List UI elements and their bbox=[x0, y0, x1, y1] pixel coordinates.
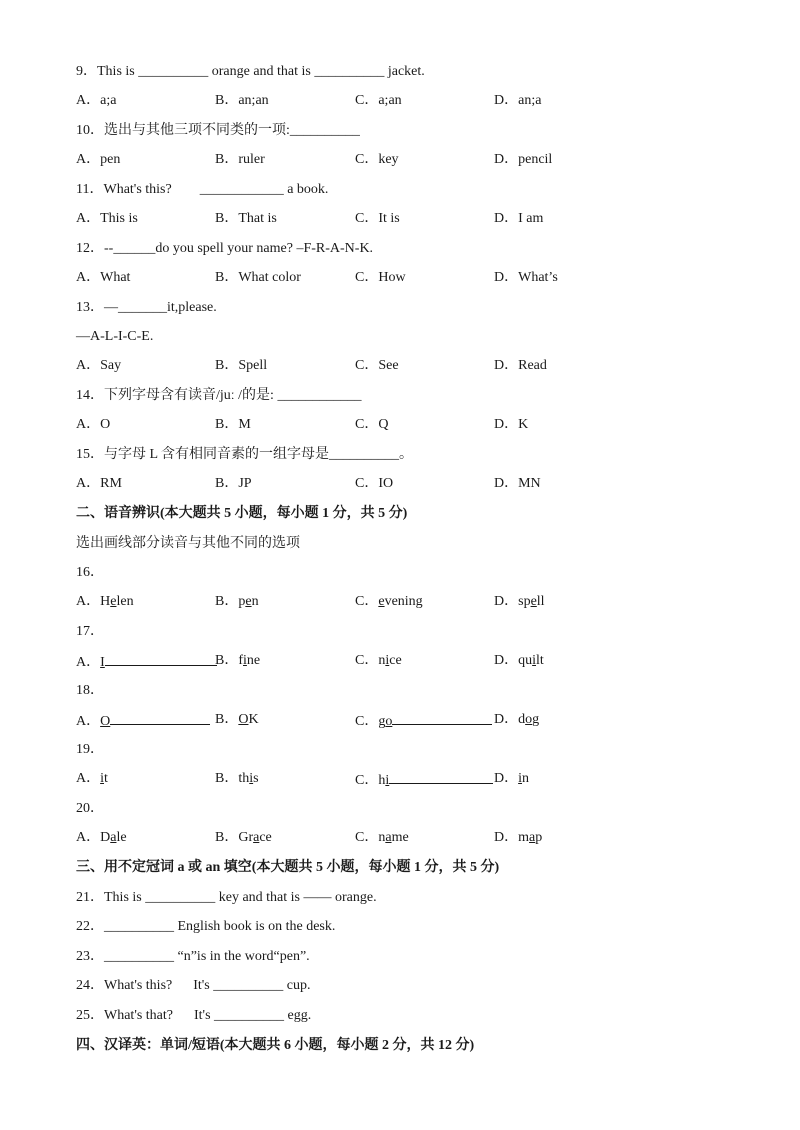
question-13-options bbox=[76, 358, 716, 374]
option-b[interactable]: B．fine bbox=[215, 653, 261, 668]
question-21: 21．This is __________ key and that is —— orange. bbox=[76, 890, 377, 905]
question-15-stem: 15．与字母 L 含有相同音素的一组字母是__________。 bbox=[76, 447, 414, 462]
section-3-title: 三、用不定冠词 a 或 an 填空(本大题共 5 小题，每小题 1 分，共 5 分) bbox=[76, 860, 500, 875]
option-d[interactable]: D．What’s bbox=[494, 270, 558, 285]
question-12-stem: 12．--______do you spell your name? –F-R-A-N-K. bbox=[76, 241, 374, 256]
question-16-number: 16． bbox=[76, 565, 104, 580]
option-a[interactable]: A．What bbox=[76, 270, 131, 285]
question-20-number: 20． bbox=[76, 801, 104, 816]
option-b[interactable]: B．an;an bbox=[215, 93, 269, 108]
underline-rule bbox=[389, 771, 493, 784]
question-17-number: 17． bbox=[76, 624, 104, 639]
option-c[interactable]: C．It is bbox=[355, 211, 400, 226]
question-15-options bbox=[76, 476, 716, 492]
option-b[interactable]: B．Grace bbox=[215, 830, 272, 845]
question-10-stem: 10．选出与其他三项不同类的一项:__________ bbox=[76, 123, 360, 138]
option-a[interactable]: A．Dale bbox=[76, 830, 127, 845]
option-c[interactable]: C．How bbox=[355, 270, 406, 285]
question-10-options bbox=[76, 152, 716, 168]
option-d[interactable]: D．Read bbox=[494, 358, 547, 373]
question-9-options bbox=[76, 93, 716, 109]
question-22: 22．__________ English book is on the desk. bbox=[76, 919, 336, 934]
option-b[interactable]: B．OK bbox=[215, 712, 259, 727]
option-d[interactable]: D．MN bbox=[494, 476, 541, 491]
question-16-options bbox=[76, 594, 716, 610]
option-c[interactable]: C．IO bbox=[355, 476, 394, 491]
option-d[interactable]: D．map bbox=[494, 830, 543, 845]
option-b[interactable]: B．Spell bbox=[215, 358, 268, 373]
question-25: 25．What's that? It's __________ egg. bbox=[76, 1008, 312, 1023]
option-d[interactable]: D．dog bbox=[494, 712, 540, 727]
underline-rule bbox=[110, 712, 210, 725]
option-b[interactable]: B．That is bbox=[215, 211, 277, 226]
question-19-number: 19． bbox=[76, 742, 104, 757]
question-14-options bbox=[76, 417, 716, 433]
option-d[interactable]: D．in bbox=[494, 771, 530, 786]
option-a[interactable]: A．it bbox=[76, 771, 108, 786]
option-a[interactable]: A．pen bbox=[76, 152, 121, 167]
question-11-stem: 11．What's this? ____________ a book. bbox=[76, 182, 329, 197]
question-13-response: —A-L-I-C-E. bbox=[76, 329, 154, 344]
question-19-options bbox=[76, 771, 716, 787]
section-2-instruction: 选出画线部分读音与其他不同的选项 bbox=[76, 536, 300, 551]
question-14-stem: 14．下列字母含有读音/juː /的是: ____________ bbox=[76, 388, 362, 403]
option-a[interactable]: A．RM bbox=[76, 476, 122, 491]
question-9-stem: 9．This is __________ orange and that is __________ jacket. bbox=[76, 64, 425, 79]
question-12-options bbox=[76, 270, 716, 286]
question-11-options bbox=[76, 211, 716, 227]
option-b[interactable]: B．this bbox=[215, 771, 259, 786]
option-c[interactable]: C．hi bbox=[355, 771, 493, 789]
underline-rule bbox=[392, 712, 492, 725]
question-23: 23．__________ “n”is in the word“pen”. bbox=[76, 949, 310, 964]
option-c[interactable]: C．name bbox=[355, 830, 409, 845]
option-b[interactable]: B．pen bbox=[215, 594, 259, 609]
option-c[interactable]: C．See bbox=[355, 358, 399, 373]
option-b[interactable]: B．JP bbox=[215, 476, 252, 491]
underline-rule bbox=[105, 653, 217, 666]
question-13-stem: 13．—_______it,please. bbox=[76, 300, 217, 315]
option-a[interactable]: A．I bbox=[76, 653, 217, 671]
question-18-options bbox=[76, 712, 716, 728]
question-20-options bbox=[76, 830, 716, 846]
option-a[interactable]: A．O bbox=[76, 417, 111, 432]
option-b[interactable]: B．What color bbox=[215, 270, 301, 285]
option-d[interactable]: D．I am bbox=[494, 211, 544, 226]
question-18-number: 18． bbox=[76, 683, 104, 698]
option-c[interactable]: C．a;an bbox=[355, 93, 402, 108]
option-b[interactable]: B．M bbox=[215, 417, 251, 432]
option-d[interactable]: D．quilt bbox=[494, 653, 544, 668]
option-c[interactable]: C．evening bbox=[355, 594, 423, 609]
option-a[interactable]: A．This is bbox=[76, 211, 138, 226]
section-4-title: 四、汉译英：单词/短语(本大题共 6 小题，每小题 2 分，共 12 分) bbox=[76, 1038, 475, 1053]
option-c[interactable]: C．Q bbox=[355, 417, 389, 432]
option-a[interactable]: A．O bbox=[76, 712, 210, 730]
option-d[interactable]: D．an;a bbox=[494, 93, 542, 108]
option-d[interactable]: D．K bbox=[494, 417, 529, 432]
option-a[interactable]: A．Say bbox=[76, 358, 122, 373]
option-a[interactable]: A．a;a bbox=[76, 93, 117, 108]
option-b[interactable]: B．ruler bbox=[215, 152, 265, 167]
section-2-title: 二、语音辨识(本大题共 5 小题，每小题 1 分，共 5 分) bbox=[76, 506, 408, 521]
option-c[interactable]: C．go bbox=[355, 712, 492, 730]
option-a[interactable]: A．Helen bbox=[76, 594, 134, 609]
option-d[interactable]: D．pencil bbox=[494, 152, 553, 167]
question-24: 24．What's this? It's __________ cup. bbox=[76, 978, 311, 993]
question-17-options bbox=[76, 653, 716, 669]
option-d[interactable]: D．spell bbox=[494, 594, 545, 609]
option-c[interactable]: C．nice bbox=[355, 653, 402, 668]
option-c[interactable]: C．key bbox=[355, 152, 399, 167]
